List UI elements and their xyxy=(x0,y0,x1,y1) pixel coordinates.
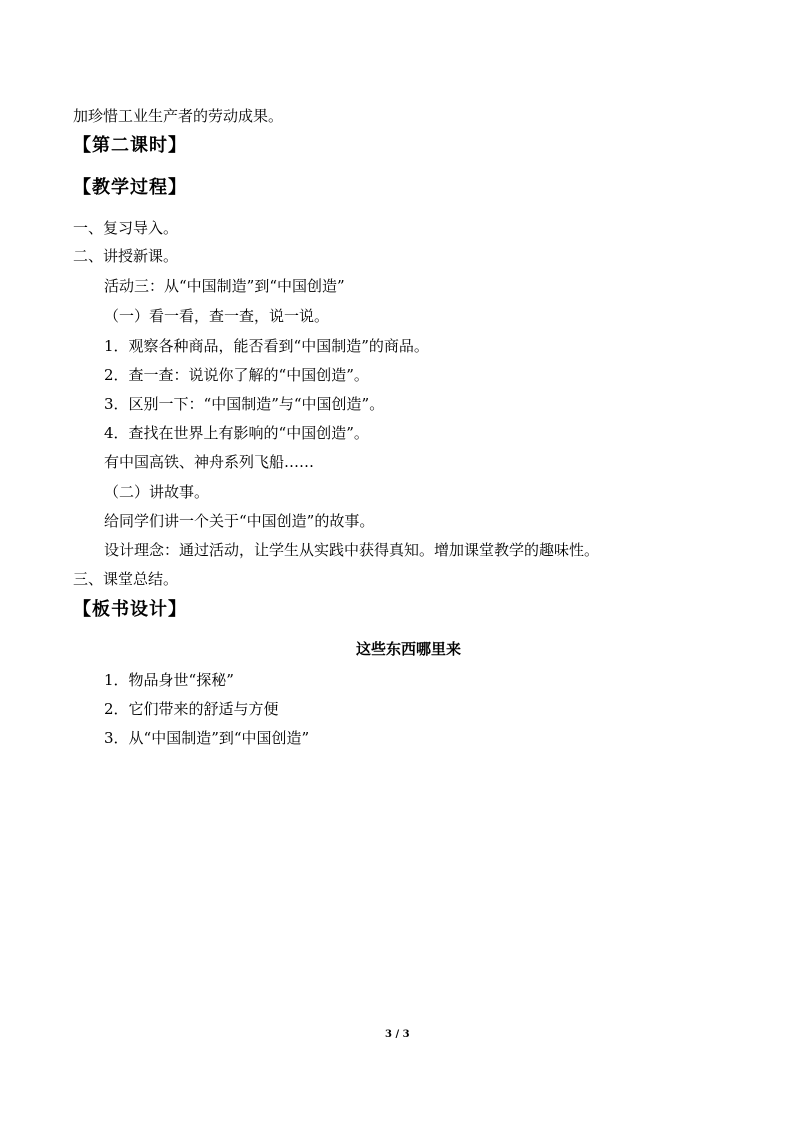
step-review: 一、复习导入。 xyxy=(73,219,179,237)
item-2: 2．查一查：说说你了解的“中国创造”。 xyxy=(104,366,369,384)
process-heading: 【教学过程】 xyxy=(73,177,187,198)
continuation-text: 加珍惜工业生产者的劳动成果。 xyxy=(73,107,284,125)
part-one: （一）看一看，查一查，说一说。 xyxy=(104,307,330,325)
item-3: 3．区别一下：“中国制造”与“中国创造”。 xyxy=(104,395,385,413)
item-4: 4．查找在世界上有影响的“中国创造”。 xyxy=(104,424,369,442)
lesson-heading: 【第二课时】 xyxy=(73,135,187,156)
board-heading: 【板书设计】 xyxy=(73,599,187,620)
board-item-2: 2．它们带来的舒适与方便 xyxy=(104,700,279,718)
page-number: 3 / 3 xyxy=(385,1029,410,1040)
activity-title: 活动三：从“中国制造”到“中国创造” xyxy=(104,277,345,295)
board-item-3: 3．从“中国制造”到“中国创造” xyxy=(104,729,310,747)
step-summary: 三、课堂总结。 xyxy=(73,570,179,588)
examples-text: 有中国高铁、神舟系列飞船…… xyxy=(104,453,315,471)
board-title: 这些东西哪里来 xyxy=(356,640,462,658)
story-text: 给同学们讲一个关于“中国创造”的故事。 xyxy=(104,512,375,530)
item-1: 1．观察各种商品，能否看到“中国制造”的商品。 xyxy=(104,337,429,355)
board-item-1: 1．物品身世“探秘” xyxy=(104,671,234,689)
step-new-lesson: 二、讲授新课。 xyxy=(73,247,179,265)
part-two: （二）讲故事。 xyxy=(104,483,210,501)
design-text: 设计理念：通过活动，让学生从实践中获得真知。增加课堂教学的趣味性。 xyxy=(104,541,600,559)
